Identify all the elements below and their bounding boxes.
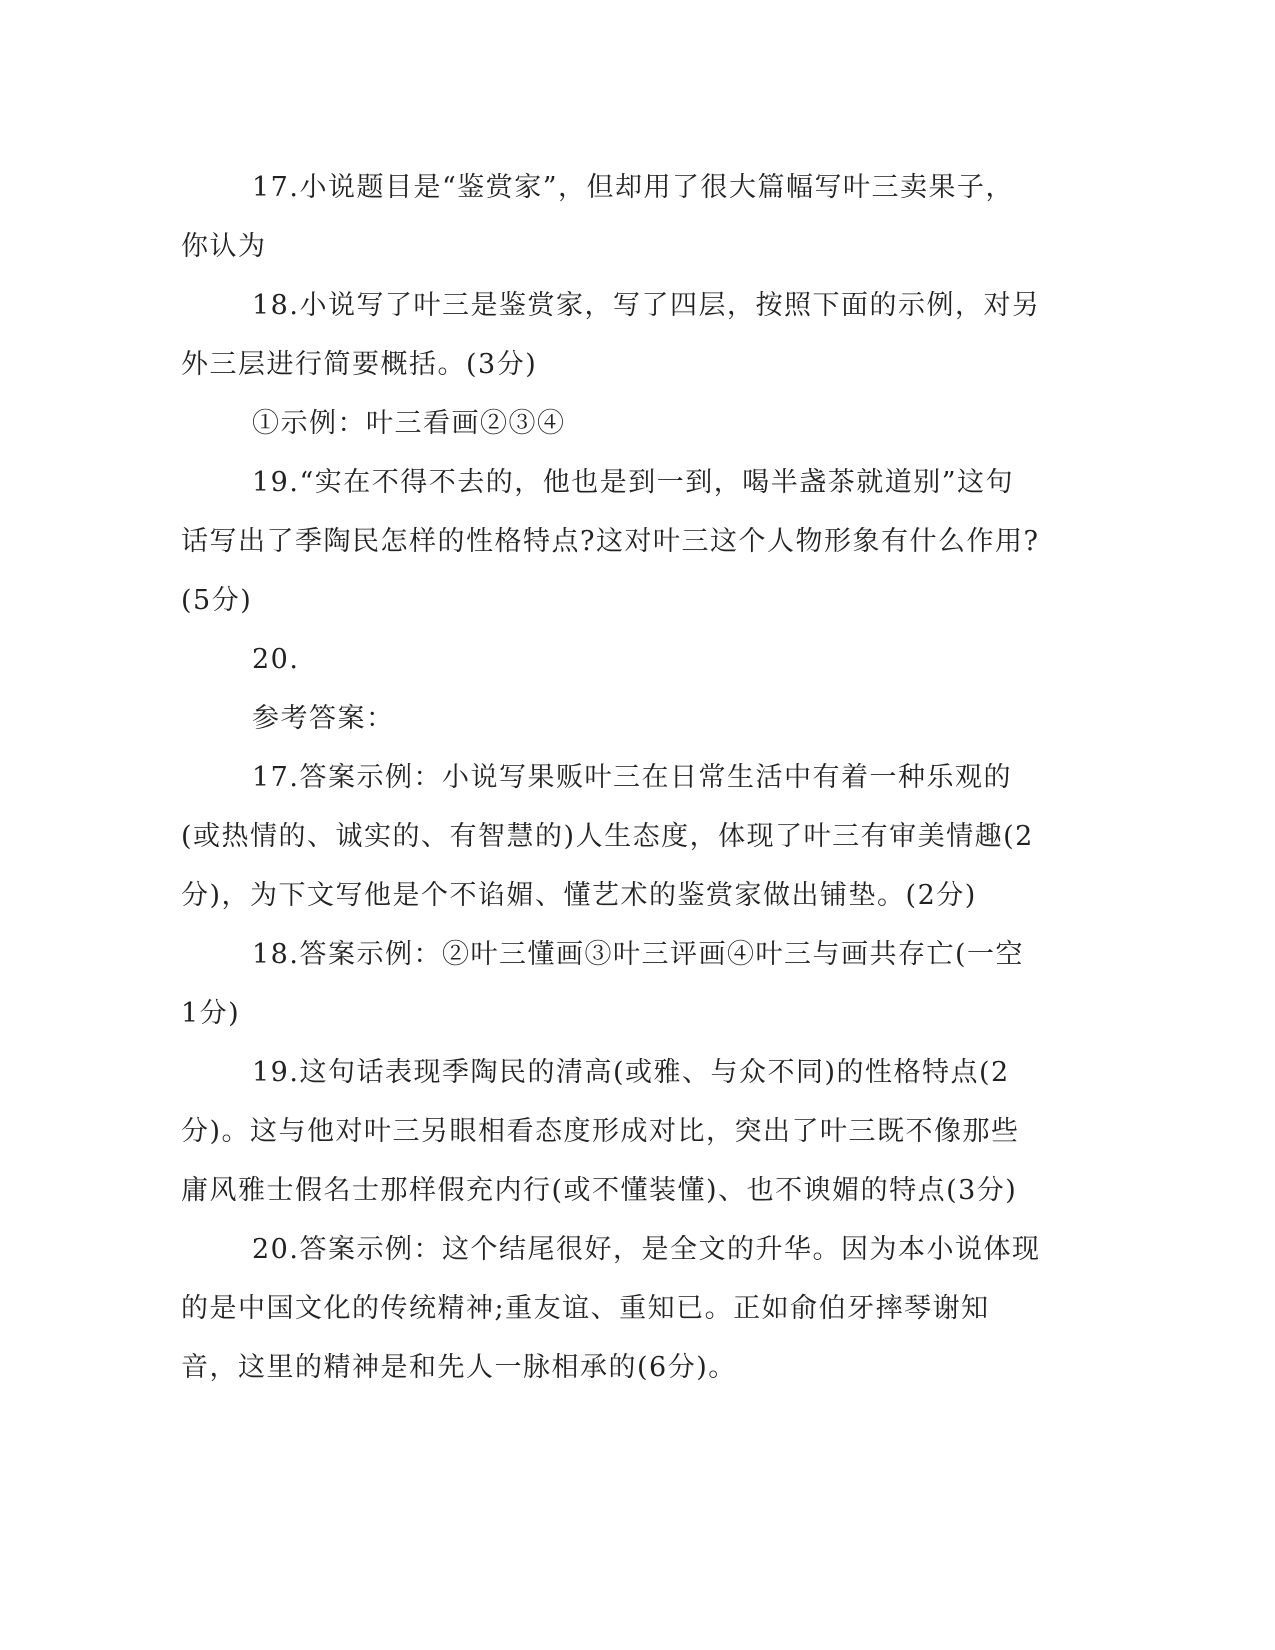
answer-18: 18.答案示例：②叶三懂画③叶三评画④叶三与画共存亡(一空1分) xyxy=(181,939,1024,1029)
question-20: 20. xyxy=(252,644,300,675)
question-18: 18.小说写了叶三是鉴赏家，写了四层，按照下面的示例，对另外三层进行简要概括。(3分) xyxy=(181,290,1041,380)
answer-19: 19.这句话表现季陶民的清高(或雅、与众不同)的性格特点(2分)。这与他对叶三另眼相看态度形成对比，突出了叶三既不像那些庸风雅士假名士那样假充内行(或不懂装懂)、也不谀媚的特点(3分) xyxy=(181,1057,1020,1206)
answers-heading: 参考答案： xyxy=(252,703,395,734)
document-body xyxy=(181,158,1041,1397)
answer-20: 20.答案示例：这个结尾很好，是全文的升华。因为本小说体现的是中国文化的传统精神;重友谊、重知已。正如俞伯牙摔琴谢知音，这里的精神是和先人一脉相承的(6分)。 xyxy=(181,1234,1041,1383)
answer-17: 17.答案示例：小说写果贩叶三在日常生活中有着一种乐观的(或热情的、诚实的、有智慧的)人生态度，体现了叶三有审美情趣(2分)，为下文写他是个不谄媚、懂艺术的鉴赏家做出铺垫。(2分) xyxy=(181,762,1034,911)
question-17: 17.小说题目是“鉴赏家”，但却用了很大篇幅写叶三卖果子，你认为 xyxy=(181,172,1015,262)
question-19: 19.“实在不得不去的，他也是到一到，喝半盏茶就道别”这句话写出了季陶民怎样的性格特点?这对叶三这个人物形象有什么作用?(5分) xyxy=(181,467,1040,616)
question-18-example: ①示例：叶三看画②③④ xyxy=(252,408,566,439)
